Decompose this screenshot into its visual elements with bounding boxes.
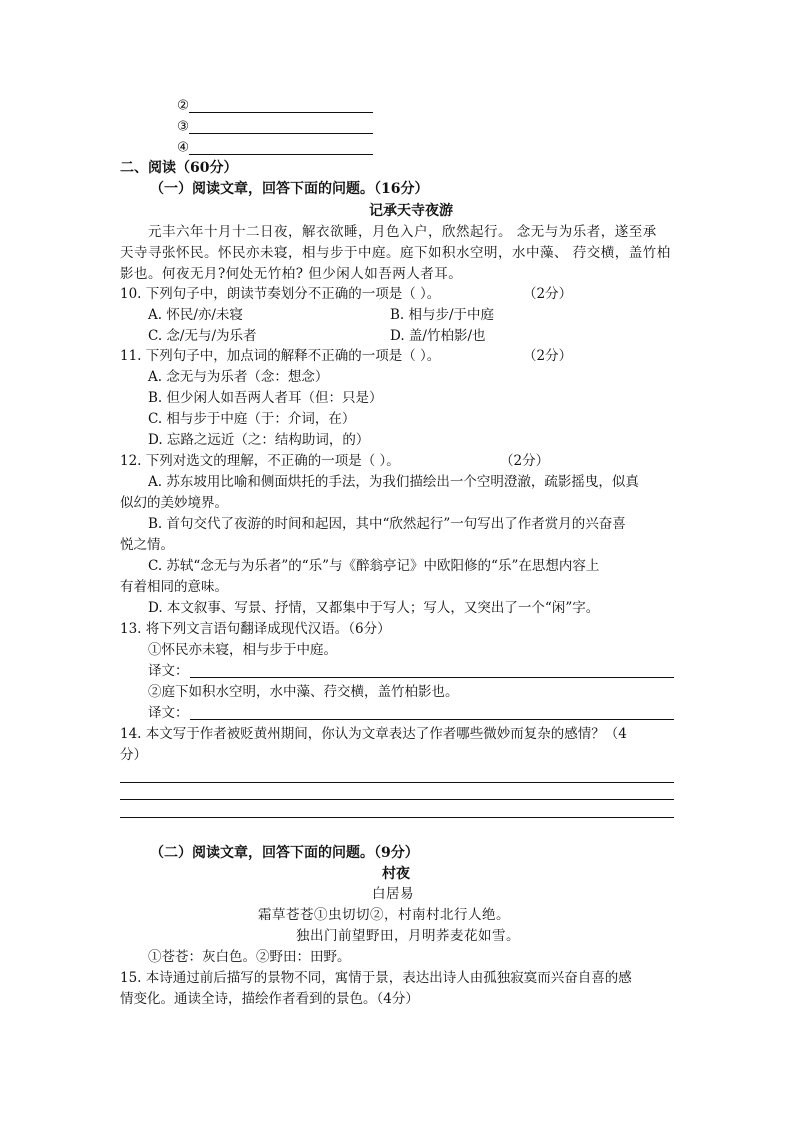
passage-line: 影也。何夜无月?何处无竹柏? 但少闲人如吾两人者耳。 [120, 266, 463, 282]
q11-option-a: A. 念无与为乐者（念：想念） [148, 369, 329, 385]
poem-line-2: 独出门前望野田，月明荞麦花如雪。 [296, 928, 520, 944]
q14-stem-line-2: 分） [120, 747, 147, 763]
blank-line-2: ② [177, 98, 373, 113]
q12-line: 似幻的美妙境界。 [120, 495, 228, 511]
poem-notes: ①苍苍：灰白色。②野田：田野。 [148, 949, 351, 965]
section-title: 二、阅读（60分） [120, 160, 238, 176]
q11-option-d: D. 忘路之远近（之：结构助词，的） [148, 432, 370, 448]
q10-stem: 10. 下列句子中，朗读节奏划分不正确的一项是（ ）。 [120, 286, 441, 302]
blank-line-4: ④ [177, 140, 373, 155]
q10-option-c: C. 念/无与/为乐者 [148, 328, 257, 344]
q13-sentence-2: ②庭下如积水空明，水中藻、荇交横，盖竹柏影也。 [148, 684, 459, 700]
q13-translation-label-1: 译文： [148, 663, 189, 679]
q12-line: 有着相同的意味。 [120, 579, 228, 595]
q11-score: （2分） [523, 348, 573, 364]
blank-line-3: ③ [177, 119, 373, 134]
passage-title: 记承天寺夜游 [369, 203, 453, 219]
q14-answer-line [120, 799, 674, 800]
q10-option-a: A. 怀民/亦/未寝 [148, 307, 243, 323]
q12-line: A. 苏东坡用比喻和侧面烘托的手法，为我们描绘出一个空明澄澈，疏影摇曳，似真 [148, 474, 639, 490]
passage-line: 元丰六年十月十二日夜，解衣欲睡，月色入户，欣然起行。 念无与为乐者，遂至承 [148, 224, 657, 240]
q11-option-c: C. 相与步于中庭（于：介词，在） [148, 411, 356, 427]
q14-answer-line [120, 782, 674, 783]
q14-answer-line [120, 817, 674, 818]
q13-stem: 13. 将下列文言语句翻译成现代汉语。（6分） [120, 621, 391, 637]
q13-answer-line-2 [190, 719, 674, 720]
poem-line-1: 霜草苍苍①虫切切②，村南村北行人绝。 [258, 907, 510, 923]
q10-option-d: D. 盖/竹柏影/也 [390, 328, 486, 344]
q12-stem: 12. 下列对选文的理解，不正确的一项是（ ）。 [120, 453, 400, 469]
poem-author: 白居易 [372, 886, 414, 902]
poem-title: 村夜 [382, 866, 410, 882]
q14-stem-line-1: 14. 本文写于作者被贬黄州期间，你认为文章表达了作者哪些微妙而复杂的感情？（4 [120, 726, 627, 742]
q12-line: B. 首句交代了夜游的时间和起因，其中“欣然起行”一句写出了作者赏月的兴奋喜 [148, 516, 626, 532]
q11-stem: 11. 下列句子中，加点词的解释不正确的一项是（ ）。 [120, 348, 441, 364]
part2-heading: （二）阅读文章，回答下面的问题。（9分） [150, 845, 419, 861]
q10-option-b: B. 相与步/于中庭 [390, 307, 495, 323]
part1-heading: （一）阅读文章，回答下面的问题。（16分） [150, 181, 429, 197]
q12-score: （2分） [500, 453, 550, 469]
passage-line: 天寺寻张怀民。怀民亦未寝，相与步于中庭。庭下如积水空明，水中藻、 荇交横，盖竹柏 [120, 245, 671, 261]
q13-answer-line-1 [190, 677, 674, 678]
q12-line: C. 苏轼“念无与为乐者”的“乐”与《醉翁亭记》中欧阳修的“乐”在思想内容上 [148, 558, 600, 574]
q15-stem-line-1: 15. 本诗通过前后描写的景物不同，寓情于景，表达出诗人由孤独寂寞而兴奋自喜的感 [120, 970, 632, 986]
q13-sentence-1: ①怀民亦未寝，相与步于中庭。 [148, 642, 337, 658]
q11-option-b: B. 但少闲人如吾两人者耳（但：只是） [148, 390, 383, 406]
q15-stem-line-2: 情变化。通读全诗，描绘作者看到的景色。（4分） [120, 991, 419, 1007]
q10-score: （2分） [523, 286, 573, 302]
q12-line: 悦之情。 [120, 537, 174, 553]
q13-translation-label-2: 译文： [148, 705, 189, 721]
q12-line: D. 本文叙事、写景、抒情，又都集中于写人；写人，又突出了一个“闲”字。 [148, 600, 600, 616]
